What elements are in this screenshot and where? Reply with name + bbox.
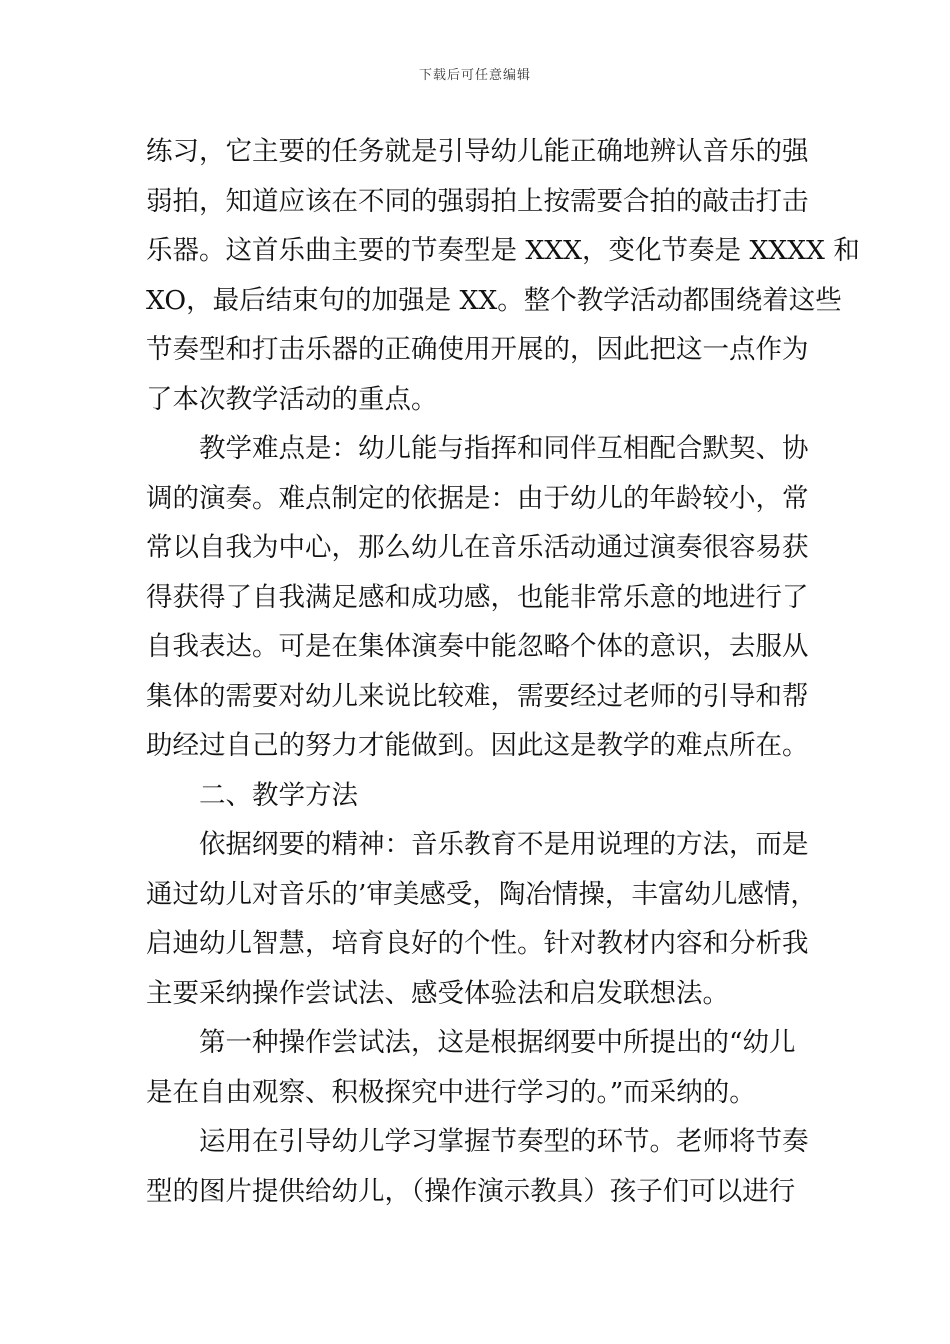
- section-heading: 二、教学方法: [199, 779, 358, 811]
- text-line: 是在自由观察、积极探究中进行学习的。”而采纳的。: [146, 1076, 756, 1108]
- text-line: 了本次教学活动的重点。: [146, 383, 438, 415]
- paragraph-start-line: 教学难点是：幼儿能与指挥和同伴互相配合默契、协: [199, 433, 809, 464]
- text-line: 弱拍，知道应该在不同的强弱拍上按需要合拍的敲击打击: [146, 185, 809, 217]
- paragraph-start-line: 依据纲要的精神：音乐教育不是用说理的方法，而是: [199, 829, 809, 860]
- page-header: 下载后可任意编辑: [418, 68, 531, 83]
- text-line: 集体的需要对幼儿来说比较难，需要经过老师的引导和帮: [146, 680, 809, 712]
- document-body: [146, 127, 860, 1216]
- text-line: 型的图片提供给幼儿，（操作演示教具）孩子们可以进行: [146, 1175, 796, 1207]
- text-line: 主要采纳操作尝试法、感受体验法和启发联想法。: [146, 977, 729, 1009]
- paragraph-start-line: 第一种操作尝试法，这是根据纲要中所提出的“幼儿: [199, 1027, 796, 1058]
- text-line: XO，最后结束句的加强是 XX。整个教学活动都围绕着这些: [146, 284, 842, 316]
- text-line: 常以自我为中心，那么幼儿在音乐活动通过演奏很容易获: [146, 532, 809, 563]
- paragraph-start-line: 运用在引导幼儿学习掌握节奏型的环节。老师将节奏: [199, 1126, 809, 1157]
- text-line: 启迪幼儿智慧，培育良好的个性。针对教材内容和分析我: [146, 928, 809, 959]
- text-line: 调的演奏。难点制定的依据是：由于幼儿的年龄较小，常: [146, 482, 809, 514]
- text-line: 练习，它主要的任务就是引导幼儿能正确地辨认音乐的强: [146, 136, 809, 167]
- text-line: 自我表达。可是在集体演奏中能忽略个体的意识，去服从: [146, 631, 809, 662]
- text-line: 得获得了自我满足感和成功感，也能非常乐意的地进行了: [146, 581, 809, 613]
- text-line: 节奏型和打击乐器的正确使用开展的，因此把这一点作为: [146, 334, 809, 365]
- text-line: 乐器。这首乐曲主要的节奏型是 XXX，变化节奏是 XXXX 和: [146, 235, 860, 266]
- text-line: 通过幼儿对音乐的’审美感受，陶冶情操，丰富幼儿感情，: [146, 878, 817, 910]
- text-line: 助经过自己的努力才能做到。因此这是教学的难点所在。: [146, 730, 809, 761]
